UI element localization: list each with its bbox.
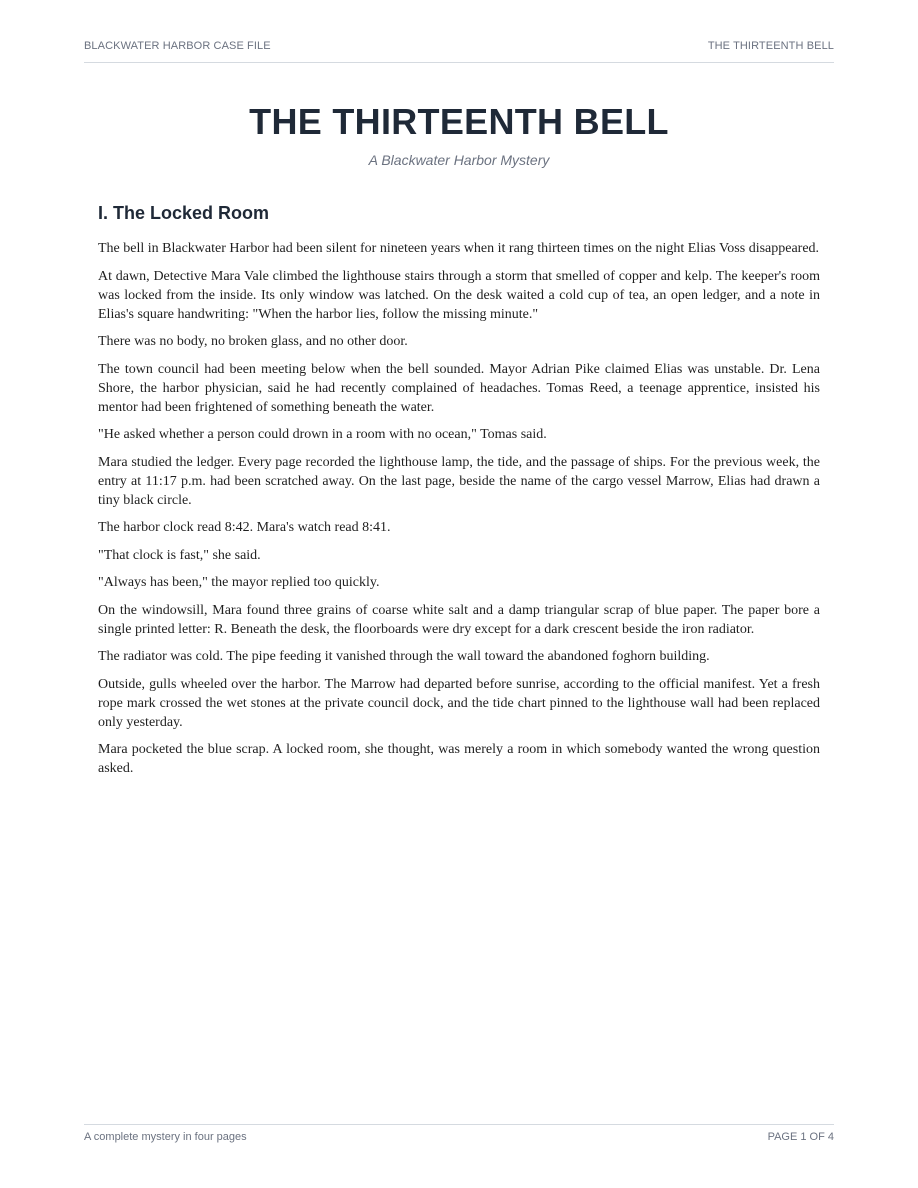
document-title: THE THIRTEENTH BELL	[249, 101, 669, 142]
paragraph: "He asked whether a person could drown in a room with no ocean," Tomas said.	[98, 427, 547, 442]
document-subtitle: A Blackwater Harbor Mystery	[368, 152, 550, 168]
section-heading: I. The Locked Room	[98, 203, 270, 223]
running-footer	[84, 1124, 834, 1143]
paragraph: "Always has been," the mayor replied too quickly.	[98, 575, 380, 590]
paragraph: The radiator was cold. The pipe feeding it vanished through the wall toward the abandoned foghorn building.	[98, 649, 710, 664]
header-case-file-label: BLACKWATER HARBOR CASE FILE	[84, 40, 271, 52]
paragraph: Mara pocketed the blue scrap. A locked room, she thought, was merely a room in which somebody wanted the wrong question asked.	[98, 742, 820, 776]
paragraph: Outside, gulls wheeled over the harbor. The Marrow had departed before sunrise, according to the official manifest. Yet a fresh rope mark crossed the wet stones at the private council dock, and the tide chart pinned to the lighthouse wall had been replaced only yesterday.	[98, 676, 820, 730]
paragraph: "That clock is fast," she said.	[98, 547, 261, 563]
running-header	[84, 40, 834, 63]
paragraph: On the windowsill, Mara found three grains of coarse white salt and a damp triangular scrap of blue paper. The paper bore a single printed letter: R. Beneath the desk, the floorboards were dry except for a dark crescent beside the iron radiator.	[98, 602, 820, 637]
paragraph: The town council had been meeting below when the bell sounded. Mayor Adrian Pike claimed Elias was unstable. Dr. Lena Shore, the harbor physician, said he had recently complained of headaches. Tomas Reed, a teenage apprentice, insisted his mentor had been frightened of something beneath the water.	[98, 361, 820, 415]
paragraph: There was no body, no broken glass, and no other door.	[98, 334, 408, 349]
chapter-content	[98, 201, 820, 787]
paragraph: The harbor clock read 8:42. Mara's watch read 8:41.	[98, 520, 391, 535]
page-number: PAGE 1 OF 4	[767, 1131, 834, 1143]
paragraph: Mara studied the ledger. Every page recorded the lighthouse lamp, the tide, and the passage of ships. For the previous week, the entry at 11:17 p.m. had been scratched away. On the last page, beside the name of the cargo vessel Marrow, Elias had drawn a tiny black circle.	[98, 454, 820, 508]
paragraph: At dawn, Detective Mara Vale climbed the lighthouse stairs through a storm that smelled of copper and kelp. The keeper's room was locked from the inside. Its only window was latched. On the desk waited a cold cup of tea, an open ledger, and a note in Elias's square handwriting: "When the harbor lies, follow the missing minute."	[98, 268, 820, 322]
title-block	[84, 100, 834, 168]
footer-tagline: A complete mystery in four pages	[84, 1131, 247, 1143]
paragraph: The bell in Blackwater Harbor had been silent for nineteen years when it rang thirteen times on the night Elias Voss disappeared.	[98, 241, 820, 256]
header-book-title: THE THIRTEENTH BELL	[707, 40, 834, 52]
